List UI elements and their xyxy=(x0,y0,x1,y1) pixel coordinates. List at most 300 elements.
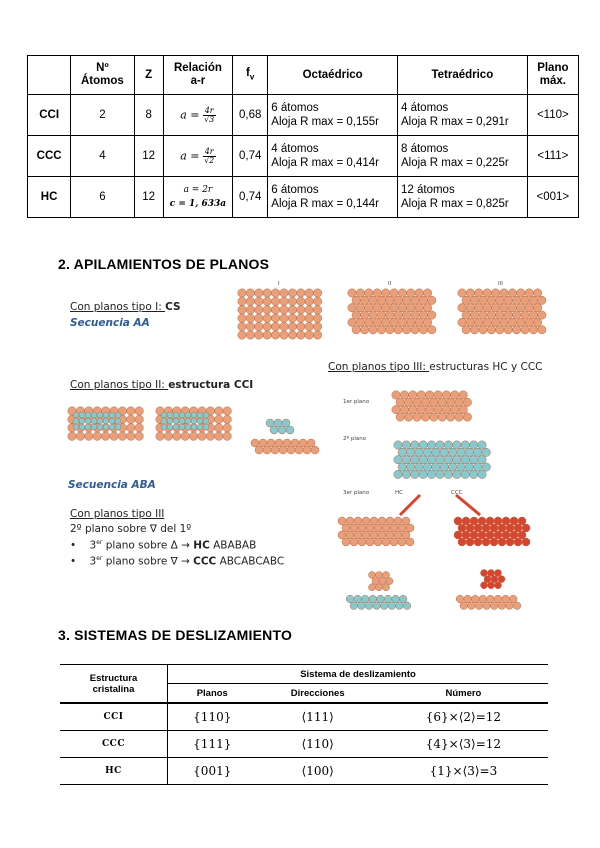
plane-II-sphere xyxy=(419,311,427,319)
plane-II-sphere xyxy=(381,289,389,297)
plane2-sphere xyxy=(457,463,465,471)
plane2-sphere xyxy=(406,448,414,456)
hc-result-sphere xyxy=(390,538,398,546)
plane-III-sphere xyxy=(475,304,483,312)
plane-III-sphere xyxy=(525,289,533,297)
relation-cell: a = $\frac{4r}{√3}$ xyxy=(163,95,232,136)
cci-second-layer xyxy=(97,412,103,418)
plane-I-sphere xyxy=(280,289,288,297)
plane-III-sphere xyxy=(479,296,487,304)
cci-second-layer xyxy=(109,424,115,430)
cci-second-layer xyxy=(185,412,191,418)
hc-result-sphere xyxy=(378,531,386,539)
plane-I-sphere xyxy=(297,331,305,339)
cci-sphere xyxy=(76,432,84,440)
plane-II-sphere xyxy=(369,296,377,304)
plane-II-sphere xyxy=(348,304,356,312)
cci-sphere xyxy=(206,432,214,440)
plane1-sphere xyxy=(451,391,459,399)
plane-II-sphere xyxy=(390,289,398,297)
tetrahedral-cell: 8 átomos Aloja R max = 0,225r xyxy=(398,136,528,177)
table-header-row xyxy=(28,56,579,95)
plane-I-sphere xyxy=(255,322,263,330)
plane1-sphere xyxy=(455,398,463,406)
plane2-sphere xyxy=(432,463,440,471)
cci-second-layer xyxy=(167,424,173,430)
cci-second-layer xyxy=(161,424,167,430)
ccc-base-sphere xyxy=(502,595,510,603)
plane-III-sphere xyxy=(521,311,529,319)
plane-III-sphere xyxy=(517,304,525,312)
plane-I-sphere xyxy=(271,306,279,314)
hc-base-sphere xyxy=(399,595,407,603)
hc-base-sphere xyxy=(388,602,396,610)
cci-sphere xyxy=(127,415,135,423)
plane-III-sphere xyxy=(496,311,504,319)
plane1-sphere xyxy=(417,406,425,414)
cci-second-layer xyxy=(167,412,173,418)
ccc-result-sphere xyxy=(478,517,486,525)
plane2-sphere xyxy=(465,448,473,456)
plane-III-sphere xyxy=(525,318,533,326)
plane-III-sphere xyxy=(462,326,470,334)
hc-base-sphere xyxy=(369,595,377,603)
hc-result-sphere xyxy=(402,531,410,539)
hc-result-sphere xyxy=(370,517,378,525)
plane-I-sphere xyxy=(305,314,313,322)
number-cell: {4}×⟨3⟩=12 xyxy=(379,731,548,758)
plane2-sphere xyxy=(478,456,486,464)
plane-III-sphere xyxy=(479,311,487,319)
plane2-sphere xyxy=(440,448,448,456)
cci-second-layer xyxy=(161,412,167,418)
hc-result-sphere xyxy=(406,524,414,532)
planes-cell: {111} xyxy=(168,731,257,758)
plane1-sphere xyxy=(421,413,429,421)
plane-III-sphere xyxy=(491,289,499,297)
plane-I-sphere xyxy=(238,297,246,305)
cci-second-layer xyxy=(191,412,197,418)
hc-base-sphere xyxy=(346,595,354,603)
plane-III-sphere xyxy=(496,296,504,304)
cci-second-layer xyxy=(97,424,103,430)
ccc-cell-sphere xyxy=(491,576,498,583)
ccc-base-sphere xyxy=(460,602,468,610)
plane2-sphere xyxy=(453,456,461,464)
ccc-result-sphere xyxy=(478,531,486,539)
plane-cell: <001> xyxy=(527,177,578,218)
hc-base-sphere xyxy=(373,602,381,610)
cci-stack-sphere xyxy=(295,446,303,454)
table2-group-row xyxy=(60,665,548,684)
ccc-result-sphere xyxy=(498,538,506,546)
cci-stack-sphere xyxy=(299,439,307,447)
plane-III-sphere xyxy=(521,326,529,334)
cci-stack-top xyxy=(282,419,290,427)
plane2-sphere xyxy=(394,456,402,464)
cci-sphere xyxy=(215,432,223,440)
plane-II-sphere xyxy=(415,318,423,326)
header-number: Número xyxy=(379,684,548,704)
directions-cell: ⟨110⟩ xyxy=(257,731,379,758)
label-III: III xyxy=(498,281,503,287)
plane-III-sphere xyxy=(529,326,537,334)
plane-I-sphere xyxy=(263,306,271,314)
cci-stack-sphere xyxy=(255,446,263,454)
plane-I-sphere xyxy=(263,322,271,330)
plane2-sphere xyxy=(423,463,431,471)
plane1-sphere xyxy=(404,398,412,406)
plane1-sphere xyxy=(425,391,433,399)
bullet-hc: • 3er plano sobre Δ → HC ABABAB xyxy=(70,539,257,552)
plane2-sphere xyxy=(478,441,486,449)
hc-result-sphere xyxy=(398,524,406,532)
table-row xyxy=(60,703,548,731)
plane-I-sphere xyxy=(288,289,296,297)
plane1-sphere xyxy=(438,413,446,421)
z-cell: 8 xyxy=(134,95,163,136)
plane-III-sphere xyxy=(466,289,474,297)
plane-II-sphere xyxy=(356,289,364,297)
header-planes: Planos xyxy=(168,684,257,704)
octahedral-cell: 6 átomos Aloja R max = 0,155r xyxy=(268,95,398,136)
hc-result-sphere xyxy=(338,531,346,539)
plane2-sphere xyxy=(394,441,402,449)
relation-cell: a = $\frac{4r}{√2}$ xyxy=(163,136,232,177)
plane-I-sphere xyxy=(271,289,279,297)
hc-base-sphere xyxy=(377,595,385,603)
plane-II-sphere xyxy=(373,318,381,326)
plane-II-sphere xyxy=(390,318,398,326)
plane2-sphere xyxy=(461,456,469,464)
atoms-cell: 2 xyxy=(71,95,134,136)
hc-result-sphere xyxy=(342,524,350,532)
cci-second-layer xyxy=(185,424,191,430)
cci-stack-top xyxy=(266,419,274,427)
plane2-sphere xyxy=(469,456,477,464)
cci-sphere xyxy=(164,432,172,440)
hc-small-label: HC xyxy=(395,490,403,496)
plane2-sphere xyxy=(394,470,402,478)
plane-I-sphere xyxy=(246,322,254,330)
cci-sphere xyxy=(110,432,118,440)
plane-I-sphere xyxy=(297,322,305,330)
ccc-result-sphere xyxy=(518,531,526,539)
ccc-result-sphere xyxy=(466,524,474,532)
directions-cell: ⟨100⟩ xyxy=(257,758,379,785)
ccc-result-sphere xyxy=(462,531,470,539)
cci-stack-sphere xyxy=(311,446,319,454)
hc-result-sphere xyxy=(386,531,394,539)
plane-I-sphere xyxy=(271,322,279,330)
plane1-sphere xyxy=(430,398,438,406)
plane-II-sphere xyxy=(402,326,410,334)
header-slip-system: Sistema de deslizamiento xyxy=(168,665,549,684)
plane2-sphere xyxy=(402,441,410,449)
cci-stack-sphere xyxy=(307,439,315,447)
section-2-title: 2. APILAMIENTOS DE PLANOS xyxy=(58,256,270,272)
plane-III-sphere xyxy=(458,304,466,312)
z-cell: 12 xyxy=(134,177,163,218)
cci-sphere xyxy=(181,432,189,440)
ccc-result-sphere xyxy=(474,524,482,532)
plane-I-sphere xyxy=(263,297,271,305)
plane1-sphere xyxy=(459,406,467,414)
ccc-result-sphere xyxy=(502,517,510,525)
plane-I-sphere xyxy=(313,289,321,297)
plane-II-sphere xyxy=(398,289,406,297)
plane-I-sphere xyxy=(280,297,288,305)
hc-result-sphere xyxy=(390,524,398,532)
cci-sphere xyxy=(127,432,135,440)
hc-result-sphere xyxy=(406,538,414,546)
table-row xyxy=(28,136,579,177)
ccc-cell-sphere xyxy=(484,576,491,583)
header-z: Z xyxy=(134,56,163,95)
ccc-result-sphere xyxy=(454,517,462,525)
hc-result-sphere xyxy=(402,517,410,525)
plane1-sphere xyxy=(392,406,400,414)
plane2-sphere xyxy=(444,441,452,449)
plane2-sphere xyxy=(444,456,452,464)
plane-III-sphere xyxy=(462,296,470,304)
plane-III-sphere xyxy=(500,304,508,312)
cci-sphere xyxy=(189,432,197,440)
plane-I-sphere xyxy=(313,314,321,322)
section-3-title: 3. SISTEMAS DE DESLIZAMIENTO xyxy=(58,627,293,643)
row-name: CCI xyxy=(28,95,71,136)
plane-II-sphere xyxy=(394,326,402,334)
cci-sphere xyxy=(127,424,135,432)
plane-II-sphere xyxy=(407,289,415,297)
ccc-result-sphere xyxy=(462,517,470,525)
plane-III-sphere xyxy=(508,318,516,326)
cci-second-layer xyxy=(79,412,85,418)
plane-I-sphere xyxy=(313,306,321,314)
ccc-result-sphere xyxy=(502,531,510,539)
hc-base-sphere xyxy=(350,602,358,610)
plane-II-sphere xyxy=(356,318,364,326)
plane-II-sphere xyxy=(365,304,373,312)
octahedral-cell: 6 átomos Aloja R max = 0,144r xyxy=(268,177,398,218)
hc-base-sphere xyxy=(403,602,411,610)
hc-result-sphere xyxy=(338,517,346,525)
cci-second-layer xyxy=(103,424,109,430)
secuencia-aa: Secuencia AA xyxy=(70,317,150,329)
cci-second-layer xyxy=(179,424,185,430)
plane-III-sphere xyxy=(508,289,516,297)
plane-II-sphere xyxy=(352,296,360,304)
header-structure: Estructura cristalina xyxy=(60,665,168,704)
hc-cell-sphere xyxy=(379,578,386,585)
cci-sphere xyxy=(223,415,231,423)
plane-III-sphere xyxy=(458,289,466,297)
plane-I-sphere xyxy=(313,331,321,339)
cci-second-layer xyxy=(85,418,91,424)
plane-I-sphere xyxy=(246,289,254,297)
plane-III-sphere xyxy=(466,304,474,312)
header-directions: Direcciones xyxy=(257,684,379,704)
plane-I-sphere xyxy=(305,306,313,314)
cci-second-layer xyxy=(73,424,79,430)
cci-second-layer xyxy=(179,418,185,424)
tipo3-title: Con planos tipo III: estructuras HC y CCC xyxy=(328,361,543,373)
cci-sphere xyxy=(173,432,181,440)
plane-II-sphere xyxy=(415,304,423,312)
plane-II-sphere xyxy=(352,326,360,334)
plane-I-sphere xyxy=(280,306,288,314)
cci-sphere xyxy=(198,432,206,440)
ccc-result-sphere xyxy=(494,531,502,539)
plane2-sphere xyxy=(457,448,465,456)
hc-result-sphere xyxy=(350,524,358,532)
plane-II-sphere xyxy=(360,311,368,319)
plane1-sphere xyxy=(400,391,408,399)
hc-result-sphere xyxy=(342,538,350,546)
plane-I-sphere xyxy=(246,314,254,322)
header-atoms: Nº Átomos xyxy=(71,56,134,95)
plane-I-sphere xyxy=(263,314,271,322)
cci-sphere xyxy=(127,407,135,415)
plane1-sphere xyxy=(409,406,417,414)
cci-sphere xyxy=(135,407,143,415)
ccc-base-sphere xyxy=(468,602,476,610)
plane-II-sphere xyxy=(402,311,410,319)
plane-II-sphere xyxy=(428,311,436,319)
plane-I-sphere xyxy=(313,297,321,305)
ccc-cell-sphere xyxy=(481,582,488,589)
cci-second-layer xyxy=(173,412,179,418)
hc-result-sphere xyxy=(394,517,402,525)
cci-second-layer xyxy=(173,418,179,424)
ccc-result-sphere xyxy=(522,538,530,546)
cci-second-layer xyxy=(103,418,109,424)
plane1-sphere xyxy=(446,398,454,406)
plane-II-sphere xyxy=(402,296,410,304)
plane2-sphere xyxy=(427,470,435,478)
plane-II-sphere xyxy=(428,326,436,334)
plane1-sphere xyxy=(400,406,408,414)
plane2-sphere xyxy=(406,463,414,471)
atoms-cell: 6 xyxy=(71,177,134,218)
ccc-result-sphere xyxy=(458,524,466,532)
plane2-sphere xyxy=(469,470,477,478)
plane-III-sphere xyxy=(538,296,546,304)
cci-stack-top xyxy=(270,426,278,434)
plane-I-sphere xyxy=(255,331,263,339)
row-name: HC xyxy=(60,758,168,785)
hc-result-sphere xyxy=(366,538,374,546)
row-name: CCC xyxy=(60,731,168,758)
hc-base-sphere xyxy=(380,602,388,610)
hc-cell-sphere xyxy=(383,584,390,591)
cci-sphere xyxy=(85,432,93,440)
header-octahedral: Octaédrico xyxy=(268,56,398,95)
cci-stack-sphere xyxy=(279,446,287,454)
hc-result-sphere xyxy=(374,524,382,532)
plane1-sphere xyxy=(459,391,467,399)
plane2-sphere xyxy=(461,441,469,449)
hc-result-sphere xyxy=(350,538,358,546)
hc-cell-sphere xyxy=(376,584,383,591)
header-fv: $f_v$ xyxy=(233,56,268,95)
plane-III-sphere xyxy=(521,296,529,304)
cci-sphere xyxy=(101,432,109,440)
hc-result-sphere xyxy=(346,531,354,539)
cci-stack-sphere xyxy=(267,439,275,447)
plane-III-sphere xyxy=(529,311,537,319)
hc-result-sphere xyxy=(374,538,382,546)
hc-result-sphere xyxy=(386,517,394,525)
cci-second-layer xyxy=(173,424,179,430)
ccc-cell-sphere xyxy=(488,570,495,577)
cci-second-layer xyxy=(161,418,167,424)
plane-II-sphere xyxy=(407,304,415,312)
plane2-sphere xyxy=(453,441,461,449)
plane-III-sphere xyxy=(504,296,512,304)
tipo2-title: Con planos tipo II: estructura CCI xyxy=(70,379,254,391)
planes-cell: {110} xyxy=(168,703,257,731)
cci-sphere xyxy=(135,424,143,432)
cci-second-layer xyxy=(103,412,109,418)
header-relation: Relación a-r xyxy=(163,56,232,95)
hc-base-sphere xyxy=(384,595,392,603)
hc-result-sphere xyxy=(366,524,374,532)
ccc-base-sphere xyxy=(456,595,464,603)
table-row xyxy=(60,731,548,758)
ccc-result-sphere xyxy=(466,538,474,546)
ccc-cell-sphere xyxy=(488,582,495,589)
plane1-sphere xyxy=(434,406,442,414)
cci-second-layer xyxy=(79,424,85,430)
plane2-sphere xyxy=(469,441,477,449)
plane-II-sphere xyxy=(381,304,389,312)
plane-II-sphere xyxy=(386,326,394,334)
plane2-sphere xyxy=(411,470,419,478)
plane-I-sphere xyxy=(238,331,246,339)
plane-II-sphere xyxy=(381,318,389,326)
plane1-sphere xyxy=(463,398,471,406)
cci-second-layer xyxy=(203,418,209,424)
plane2-sphere xyxy=(440,463,448,471)
plane-I-sphere xyxy=(288,322,296,330)
plane-I-sphere xyxy=(280,322,288,330)
cci-second-layer xyxy=(191,424,197,430)
hc-result-sphere xyxy=(362,531,370,539)
plane-I-sphere xyxy=(297,314,305,322)
ccc-base-sphere xyxy=(475,602,483,610)
cci-stack-sphere xyxy=(251,439,259,447)
hc-result-sphere xyxy=(354,517,362,525)
row-name: HC xyxy=(28,177,71,218)
plane-III-sphere xyxy=(487,296,495,304)
plane2-sphere xyxy=(402,470,410,478)
ccc-result-sphere xyxy=(486,531,494,539)
cci-sphere xyxy=(156,432,164,440)
plane-II-sphere xyxy=(411,311,419,319)
cci-sphere xyxy=(223,407,231,415)
plane-II-sphere xyxy=(356,304,364,312)
plane1-sphere xyxy=(396,398,404,406)
cci-second-layer xyxy=(115,412,121,418)
hc-base-sphere xyxy=(354,595,362,603)
hc-result-sphere xyxy=(378,517,386,525)
ccc-result-sphere xyxy=(518,517,526,525)
cci-second-layer xyxy=(179,412,185,418)
plane-I-sphere xyxy=(238,314,246,322)
plane-III-sphere xyxy=(470,311,478,319)
plane1-sphere xyxy=(404,413,412,421)
